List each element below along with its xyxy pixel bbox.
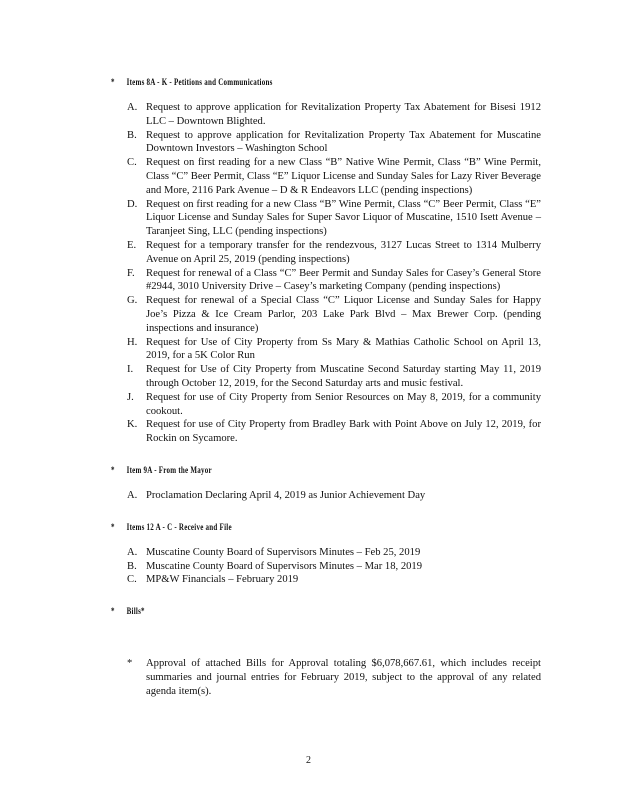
list-item	[127, 101, 541, 129]
item-text: Request on first reading for a new Class “B” Wine Permit, Class “C” Beer Permit, Class “E” Liquor License and Sunday Sales for Super Savor Liquor of Muscatine, 1510 Isett Avenue – Taranjeet Sing, LLC (pending inspections)	[146, 198, 541, 238]
section-heading-bills	[111, 605, 446, 617]
item-label: F.	[127, 267, 135, 279]
heading-text: Items 8A - K - Petitions and Communications	[126, 77, 273, 87]
bullet-marker: *	[111, 521, 115, 532]
list-item	[127, 239, 541, 267]
item-text: Request for Use of City Property from Muscatine Second Saturday starting May 11, 2019 through October 12, 2019, for the Second Saturday arts and music festival.	[146, 364, 541, 389]
item-label: C.	[127, 157, 137, 169]
item-text: Muscatine County Board of Supervisors Minutes – Feb 25, 2019	[146, 546, 421, 558]
list-item	[127, 391, 541, 419]
list-item	[127, 657, 541, 698]
list-item	[127, 198, 541, 239]
list-item	[127, 560, 541, 574]
bullet-marker: *	[111, 77, 115, 87]
item-label: B.	[127, 560, 137, 572]
item-label: D.	[127, 198, 138, 210]
list-item	[127, 489, 541, 503]
item-label: C.	[127, 574, 137, 586]
page-number: 2	[306, 754, 311, 766]
item-label: A.	[127, 546, 138, 558]
list-item	[127, 294, 541, 335]
item-label: *	[127, 658, 133, 670]
section-heading-petitions	[111, 76, 446, 88]
item-label: J.	[127, 391, 134, 403]
item-label: I.	[127, 364, 134, 376]
heading-text: Items 12 A - C - Receive and File	[126, 521, 232, 532]
bullet-marker: *	[111, 464, 115, 475]
item-text: Request for renewal of a Special Class “C” Liquor License and Sunday Sales for Happy Joe’s Pizza & Ice Cream Parlor, 203 Lake Park Blvd – Max Brewer Corp. (pending inspections and insurance)	[146, 295, 541, 334]
list-item	[127, 418, 541, 446]
item-text: Muscatine County Board of Supervisors Minutes – Mar 18, 2019	[146, 560, 423, 572]
item-text: MP&W Financials – February 2019	[146, 574, 299, 586]
list-item	[127, 156, 541, 197]
item-text: Request for renewal of a Class “C” Beer Permit and Sunday Sales for Casey’s General Store #2944, 3010 University Drive – Casey’s marketing Company (pending inspections)	[146, 267, 541, 293]
heading-text: Bills*	[126, 606, 145, 617]
item-label: H.	[127, 336, 138, 348]
list-item	[127, 336, 541, 364]
petitions-list	[127, 101, 541, 446]
item-text: Approval of attached Bills for Approval totaling $6,078,667.61, which includes receipt summaries and journal entries for February 2019, subject to the approval of any related agenda item(s).	[146, 658, 541, 697]
item-text: Request to approve application for Revitalization Property Tax Abatement for Bisesi 1912 LLC – Downtown Blighted.	[146, 102, 541, 127]
list-item	[127, 363, 541, 391]
item-label: A.	[127, 102, 138, 113]
section-heading-mayor	[111, 464, 446, 476]
item-text: Request for a temporary transfer for the rendezvous, 3127 Lucas Street to 1314 Mulberry Avenue on April 25, 2019 (pending inspections)	[146, 239, 541, 265]
list-item	[127, 573, 541, 587]
receive-file-list	[127, 546, 541, 587]
bullet-marker: *	[111, 606, 115, 617]
item-label: E.	[127, 239, 137, 251]
item-label: G.	[127, 295, 138, 307]
item-label: K.	[127, 419, 138, 431]
bills-list	[127, 657, 541, 698]
item-label: A.	[127, 489, 138, 501]
list-item	[127, 129, 541, 157]
heading-text: Item 9A - From the Mayor	[126, 464, 212, 475]
item-text: Request for use of City Property from Senior Resources on May 8, 2019, for a community cookout.	[146, 391, 541, 417]
list-item	[127, 546, 541, 560]
section-heading-receive-file	[111, 521, 446, 533]
item-label: B.	[127, 129, 137, 141]
item-text: Request on first reading for a new Class “B” Native Wine Permit, Class “B” Wine Permit, Class “C” Beer Permit, Class “E” Liquor License and Sunday Sales for Lazy River Beverage and More, 2116 Park Avenue – D & R Endeavors LLC (pending inspections)	[146, 157, 541, 196]
list-item	[127, 267, 541, 295]
item-text: Request for use of City Property from Bradley Bark with Point Above on July 12, 2019, for Rockin on Sycamore.	[146, 419, 541, 445]
item-text: Request for Use of City Property from Ss Mary & Mathias Catholic School on April 13, 2019, for a 5K Color Run	[146, 336, 541, 362]
item-text: Request to approve application for Revitalization Property Tax Abatement for Muscatine Downtown Investors – Washington School	[146, 129, 541, 155]
item-text: Proclamation Declaring April 4, 2019 as Junior Achievement Day	[146, 489, 426, 501]
mayor-list	[127, 489, 541, 503]
